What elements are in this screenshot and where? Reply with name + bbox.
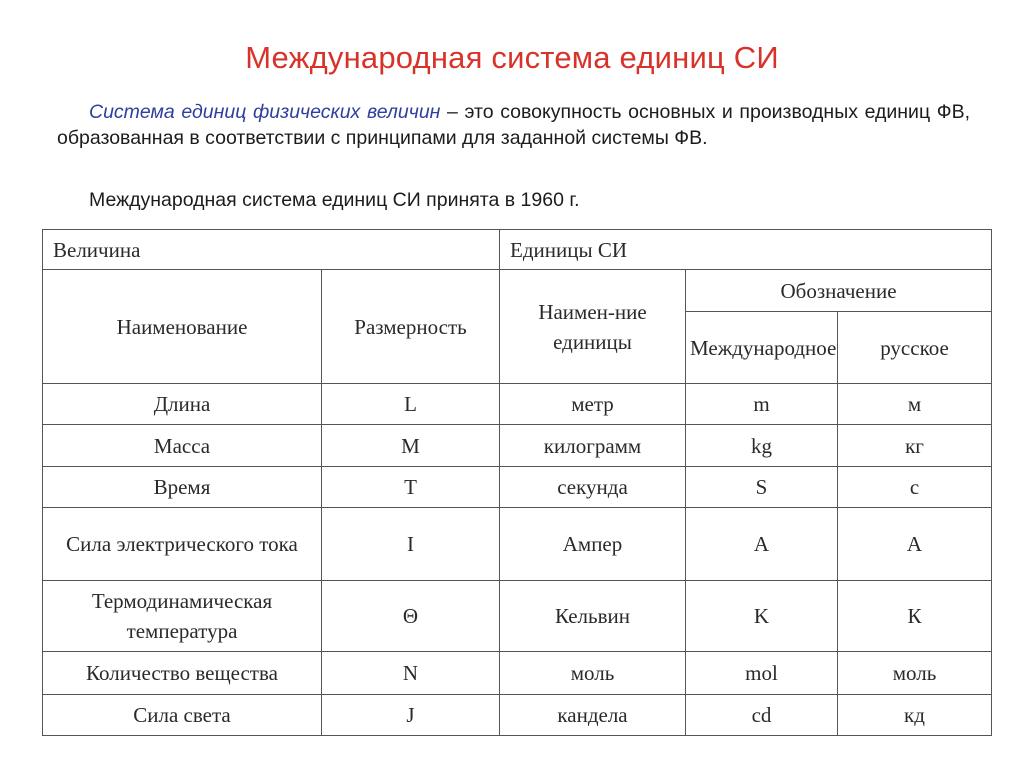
cell-dimension: J bbox=[322, 695, 500, 736]
header-dimension: Размерность bbox=[322, 270, 500, 384]
cell-international: cd bbox=[686, 695, 838, 736]
cell-unit-name: килограмм bbox=[500, 425, 686, 467]
header-international: Международное bbox=[686, 312, 838, 384]
table-row bbox=[43, 467, 992, 508]
cell-russian: м bbox=[838, 384, 992, 425]
cell-quantity-name: Время bbox=[43, 467, 322, 508]
header-designation: Обозначение bbox=[686, 270, 992, 312]
header-unit-name: Наимен-ние единицы bbox=[500, 270, 686, 384]
table-row bbox=[43, 425, 992, 467]
table-header-row bbox=[43, 230, 992, 270]
cell-quantity-name: Масса bbox=[43, 425, 322, 467]
cell-international: K bbox=[686, 581, 838, 652]
cell-russian: кг bbox=[838, 425, 992, 467]
cell-unit-name: Ампер bbox=[500, 508, 686, 581]
cell-dimension: L bbox=[322, 384, 500, 425]
cell-russian: К bbox=[838, 581, 992, 652]
table-subheader-row bbox=[43, 270, 992, 312]
cell-quantity-name: Сила света bbox=[43, 695, 322, 736]
cell-russian: А bbox=[838, 508, 992, 581]
cell-dimension: N bbox=[322, 652, 500, 695]
header-si-units: Единицы СИ bbox=[500, 230, 992, 270]
slide-title: Международная система единиц СИ bbox=[245, 40, 779, 75]
cell-unit-name: моль bbox=[500, 652, 686, 695]
cell-international: S bbox=[686, 467, 838, 508]
cell-quantity-name: Термодинамическая температура bbox=[43, 581, 322, 652]
cell-russian: моль bbox=[838, 652, 992, 695]
cell-international: m bbox=[686, 384, 838, 425]
cell-international: kg bbox=[686, 425, 838, 467]
header-russian: русское bbox=[838, 312, 992, 384]
table-row bbox=[43, 695, 992, 736]
header-quantity: Величина bbox=[43, 230, 500, 270]
cell-dimension: I bbox=[322, 508, 500, 581]
header-name: Наименование bbox=[43, 270, 322, 384]
cell-unit-name: Кельвин bbox=[500, 581, 686, 652]
cell-international: mol bbox=[686, 652, 838, 695]
definition-term: Система единиц физических величин bbox=[89, 101, 441, 123]
definition-text: – это совокупность основных и производных единиц ФВ, образованная в соответствии с принципами для заданной системы ФВ. bbox=[57, 101, 970, 149]
table-row bbox=[43, 652, 992, 695]
cell-russian: с bbox=[838, 467, 992, 508]
cell-quantity-name: Количество вещества bbox=[43, 652, 322, 695]
cell-dimension: M bbox=[322, 425, 500, 467]
cell-dimension: T bbox=[322, 467, 500, 508]
cell-unit-name: метр bbox=[500, 384, 686, 425]
cell-russian: кд bbox=[838, 695, 992, 736]
adoption-note: Международная система единиц СИ принята в 1960 г. bbox=[89, 189, 580, 211]
cell-quantity-name: Длина bbox=[43, 384, 322, 425]
si-units-table bbox=[42, 229, 992, 736]
table-row bbox=[43, 581, 992, 652]
cell-international: A bbox=[686, 508, 838, 581]
table-row bbox=[43, 508, 992, 581]
cell-dimension: Θ bbox=[322, 581, 500, 652]
cell-unit-name: кандела bbox=[500, 695, 686, 736]
definition-paragraph bbox=[57, 99, 970, 151]
cell-unit-name: секунда bbox=[500, 467, 686, 508]
cell-quantity-name: Сила электрического тока bbox=[43, 508, 322, 581]
table-row bbox=[43, 384, 992, 425]
